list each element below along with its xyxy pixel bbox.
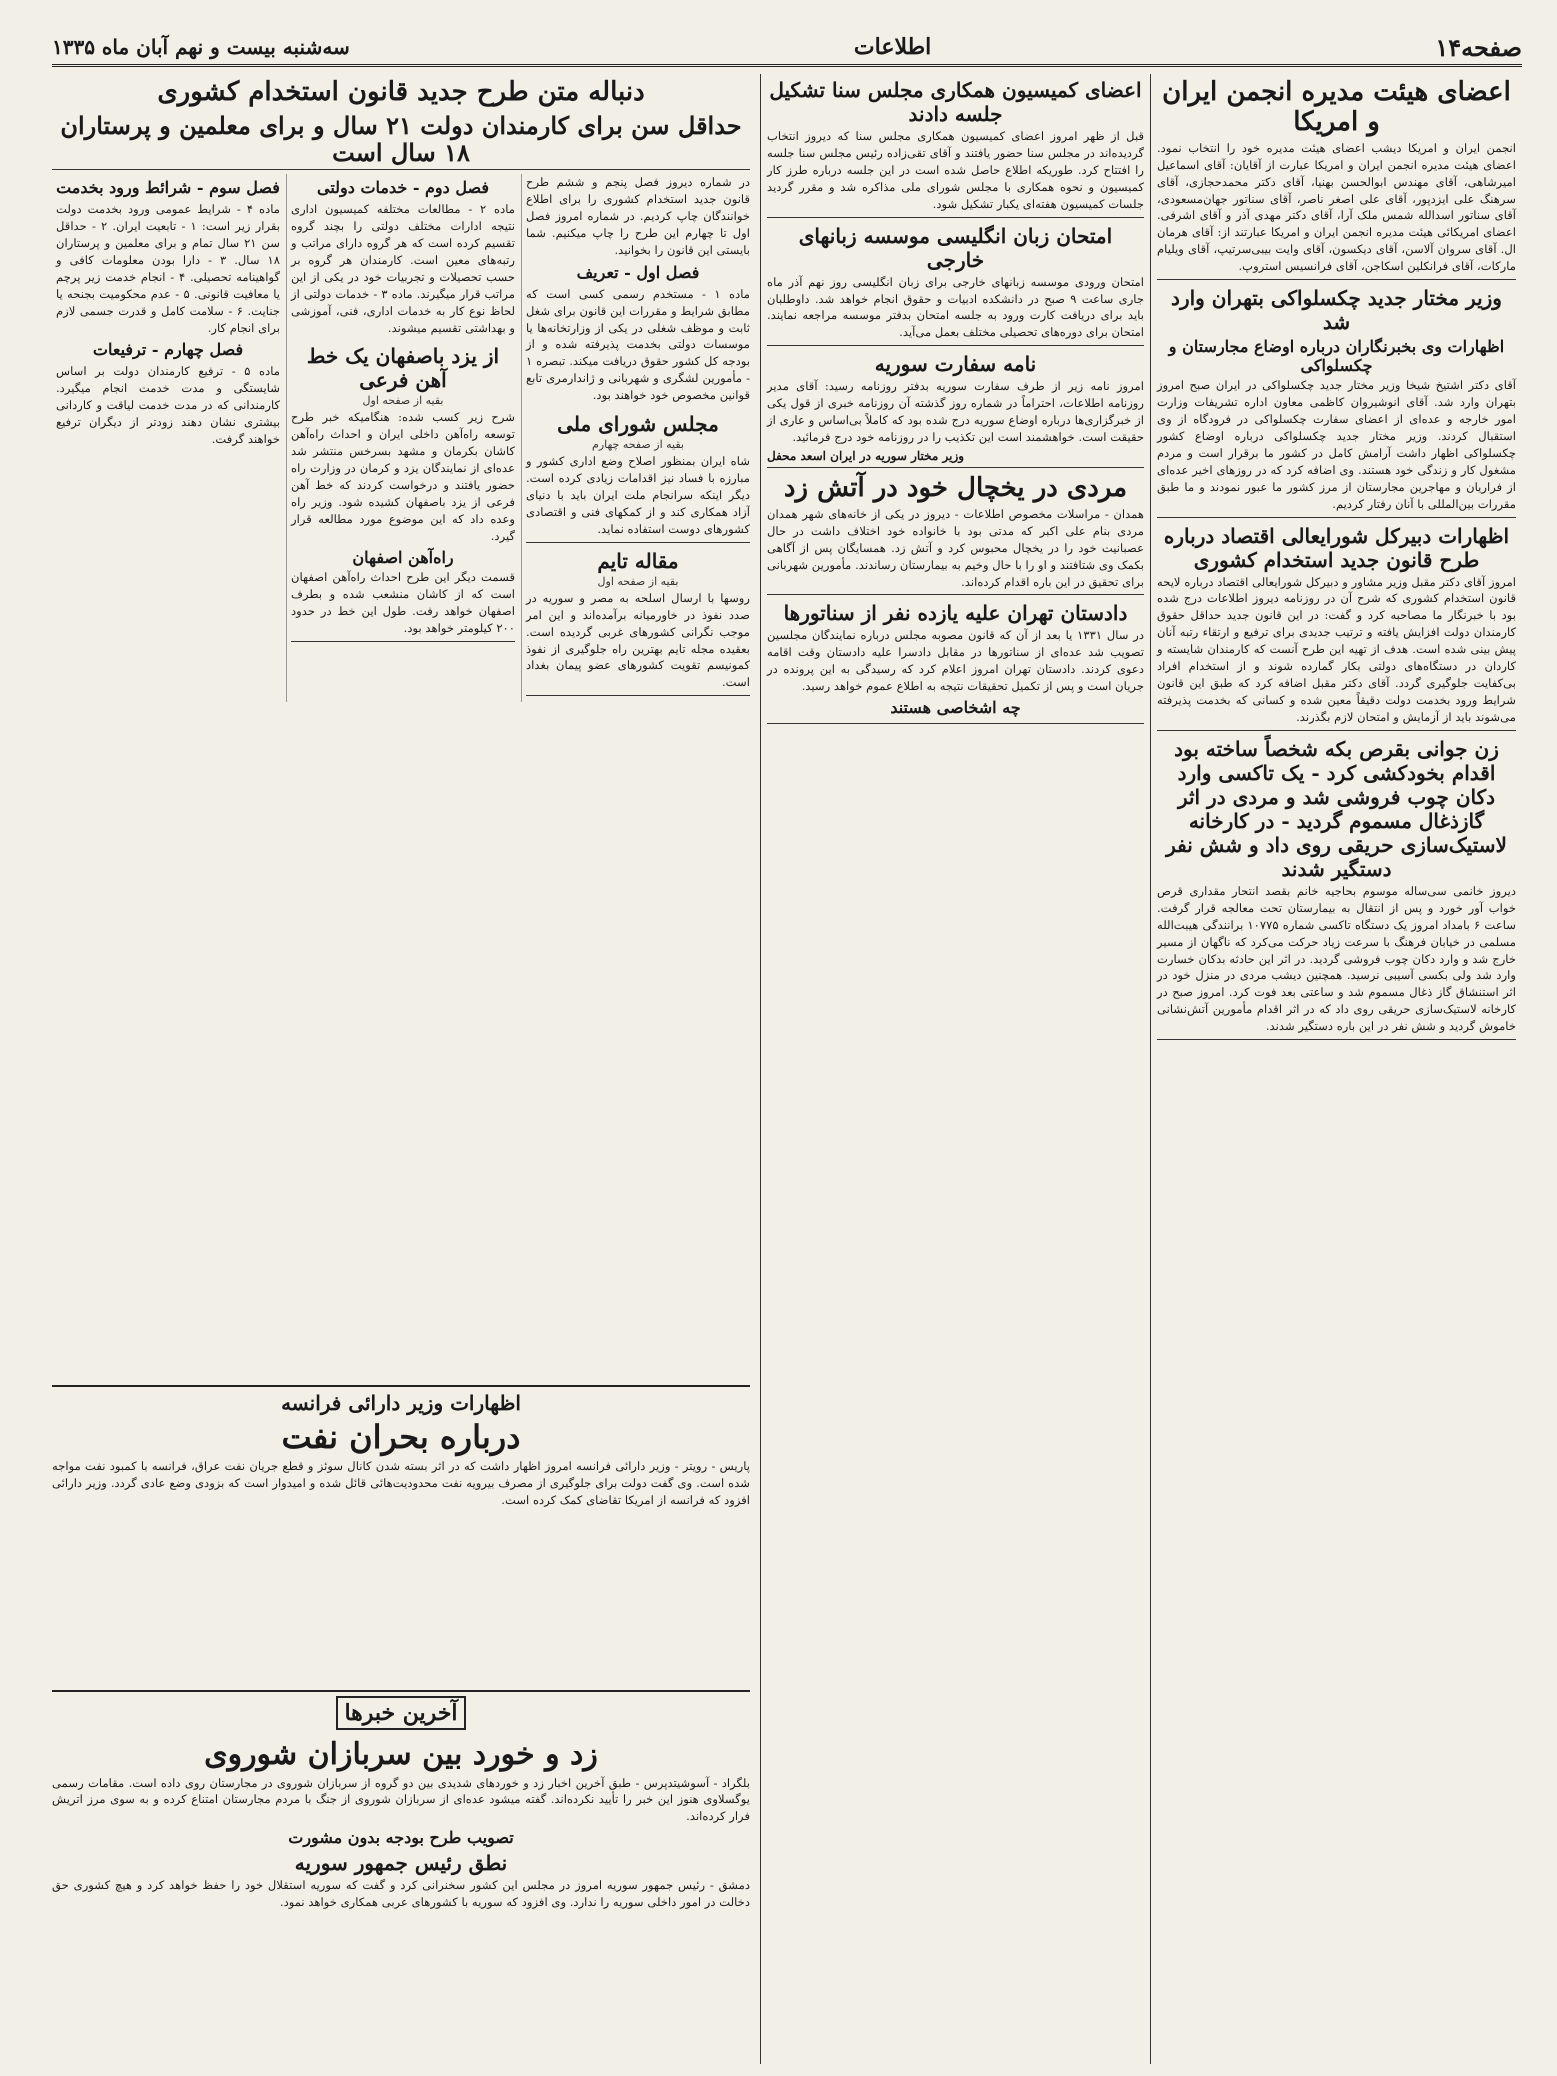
article-parliament <box>526 412 750 543</box>
latest-news-label: آخرین خبرها <box>336 1696 465 1730</box>
continuation-note: بقیه از صفحه اول <box>362 394 444 408</box>
headline: از یزد باصفهان یک خط آهن فرعی <box>306 344 500 393</box>
article-body: قسمت دیگر این طرح احداث راه‌آهن اصفهان است که از کاشان منشعب شده و بطرف اصفهان خواهد رفت. طول این خط در حدود ۲۰۰ کیلومتر خواهد بود. <box>291 569 515 635</box>
subheadline: راه‌آهن اصفهان <box>352 547 454 567</box>
article-body: آقای دکتر اشتیخ شیخا وزیر مختار جدید چکسلواکی در ایران صبح امروز بتهران وارد شد. آقای انوشیروان کاظمی معاون اداره تشریفات وزارت امور خارجه و عده‌ای از اعضای سفارت چکسلواکی در فرودگاه از وی استقبال کردند. وزیر مختار جدید چکسلواکی درباره اوضاع کشور چکسلواکی اظهار داشت آرامش کامل در کشور ما برقرار است و مردم مشغول کار و زندگی خود هستند. وی اضافه کرد که در روزهای اخیر عده‌ای از فراریان و مهاجرین مجارستان از مرز کشور ما عبور نمودند و ما طبق مقررات بین‌المللی با آنان رفتار کردیم. <box>1157 378 1516 511</box>
article-body: در سال ۱۳۳۱ یا بعد از آن که قانون مصوبه مجلس درباره نمایندگان مجلسین تصویب شد عده‌ای از سناتورها در مقابل دادسرا علیه دادستان وقت اقامه دعوی کردند. دادستان تهران امروز اعلام کرد که رسیدگی به این پرونده در جریان است و پس از تکمیل تحقیقات نتیجه به اطلاع عموم خواهد رسید. <box>767 628 1144 694</box>
headline: زن جوانی بقرص بکه شخصاً ساخته بود اقدام بخودکشی کرد - یک تاکسی وارد دکان چوب فروشی شد و مردی در اثر گازذغال مسموم گردید - در کارخانه لاستیک‌سازی حریقی روی داد و شش نفر دستگیر شدند <box>1166 736 1507 881</box>
article-english-exam <box>767 224 1144 347</box>
article-body: امروز نامه زیر از طرف سفارت سوریه بدفتر روزنامه رسید: آقای مدیر روزنامه اطلاعات، احتراماً در شماره روز گذشته آن روزنامه خبری از قول یکی از خبرگزاری‌ها درباره اوضاع سوریه درج شده بود که کاملاً بی‌اساس و عاری از حقیقت است. خواهشمند است این تکذیب را در روزنامه خود درج فرمائید. <box>767 379 1144 445</box>
article-czech-minister <box>1157 286 1516 517</box>
article-body: پاریس - رویتر - وزیر دارائی فرانسه امروز اظهار داشت که در اثر بسته شدن کانال سوئز و قطع جریان نفت عراق، فرانسه با کمبود نفت مواجه شده است. وی گفت دولت برای جلوگیری از مصرف بیرویه نفت محدودیت‌هائی قائل شده و امیدوار است که بزودی وضع عادی گردد. وزیر دارائی افزود که فرانسه از امریکا تقاضای کمک کرده است. <box>52 1458 750 1507</box>
article-body: همدان - مراسلات مخصوص اطلاعات - دیروز در یکی از خانه‌های شهر همدان مردی بنام علی اکبر که مدتی بود با خانواده خود اختلاف داشت در حال عصبانیت خود را در یخچال محبوس کرد و آتش زد. همسایگان پس از آگاهی بکمک وی شتافتند و او را با حال وخیم به بیمارستان رساندند. مأمورین شهربانی برای تحقیق در این باره اقدام کرده‌اند. <box>767 506 1144 589</box>
article-body: دمشق - رئیس جمهور سوریه امروز در مجلس این کشور سخنرانی کرد و گفت که سوریه استقلال خود را حفظ خواهد کرد و هیچ کشوری حق دخالت در امور داخلی سوریه را ندارد. وی افزود که سوریه با کشورهای عربی همکاری خواهد نمود. <box>52 1878 750 1910</box>
article-prosecutor-senators <box>767 601 1144 724</box>
law-subcolumns <box>52 169 750 702</box>
headline: مقاله تایم <box>597 548 679 573</box>
article-body: انجمن ایران و امریکا دیشب اعضای هیئت مدیره خود را انتخاب نمود. اعضای هیئت مدیره انجمن ایران و امریکا عبارت از آقایان: آقای اسماعیل امیرشاهی، آقای مهندس ابوالحسن بهنیا، آقای دکتر محمدحجازی، آقای سرهنگ علی ایزدپور، آقای علی اصغر ناصر، آقای سناتور جهان‌مسعودی، آقای سناتور اسدالله شمس ملک آرا، آقای دکتر مهدی آذر و آقای اشرفی. اعضای امریکائی هیئت مدیره انجمن ایران و امریکا عبارتند از: آقای هرمان ال. آقای سروان آلاسن، آقای دیکسون، آقای وایت بیبی‌سرتیپ، آقای ویلیام مارکات، آقای فرانکلین اسکاجن، آقای فرانسیس استروپ. <box>1157 140 1516 274</box>
subheadline: چه اشخاصی هستند <box>890 698 1021 718</box>
subheadline: حداقل سن برای کارمندان دولت ۲۱ سال و برای معلمین و پرستاران ۱۸ سال است <box>60 110 742 168</box>
headline: نامه سفارت سوریه <box>874 352 1037 377</box>
masthead <box>52 30 1522 67</box>
article-refrigerator-fire <box>767 474 1144 596</box>
article-times <box>526 549 750 697</box>
article-body: بلگراد - آسوشیتدپرس - طبق آخرین اخبار زد و خوردهای شدیدی بین دو گروه از سربازان شوروی در مجارستان روی داده است. مقامات رسمی یوگسلاوی هنوز این خبر را تأیید نکرده‌اند. گفته میشود عده‌ای از سربازان شوروی از جنگ با مردم مجارستان امتناع کرده و به سوی مرز اتریش فرار کرده‌اند. <box>52 1775 750 1824</box>
issue-date: سه‌شنبه بیست و نهم آبان ماه ۱۳۳۵ <box>52 35 350 59</box>
article-body: امتحان ورودی موسسه زبانهای خارجی برای زبان انگلیسی روز نهم آذر ماه جاری ساعت ۹ صبح در دانشکده ادبیات و حقوق انجام خواهد شد. داوطلبان باید برای دریافت کارت ورود به جلسه امتحان بدفتر موسسه مراجعه نمایند. امتحان برای دوره‌های تحصیلی مختلف بعمل می‌آید. <box>767 274 1144 340</box>
headline: وزیر مختار جدید چکسلواکی بتهران وارد شد <box>1171 286 1502 335</box>
article-body: شاه ایران بمنظور اصلاح وضع اداری کشور و مبارزه با فساد نیز اقدامات زیادی کرده است. دیگر اینکه سرانجام ملت ایران باید با دنیای آزاد همکاری کند و از کمکهای فنی و اقتصادی کشورهای دوست استفاده نماید. <box>526 454 750 536</box>
column-2 <box>760 74 1150 2064</box>
section-text: ماده ۱ - مستخدم رسمی کسی است که مطابق شرایط و مقررات این قانون برای شغل ثابت و موظف شغلی در یکی از وزارتخانه‌ها یا موسسات دولتی بخدمت پذیرفته شده و از بودجه کل کشور حقوق دریافت میکند. تبصره ۱ - مأمورین لشگری و شهربانی و ژاندارمری تابع قوانین مخصوص خود خواهند بود. <box>526 286 750 403</box>
column-1 <box>1150 74 1522 2064</box>
continuation-note: بقیه از صفحه چهارم <box>592 438 684 452</box>
subheadline: تصویب طرح بودجه بدون مشورت <box>288 1828 514 1848</box>
article-economic-council <box>1157 524 1516 731</box>
headline-main: درباره بحران نفت <box>281 1418 521 1456</box>
article-body: امروز آقای دکتر مقبل وزیر مشاور و دبیرکل شورایعالی اقتصاد درباره لایحه قانون استخدام کشوری که شرح آن در روزنامه دیروز اطلاعات درج شده بود با خبرنگار ما مصاحبه کرد و گفت: در این قانون جدید حداقل حقوق کارمندان دولت افزایش یافته و ترتیب جدیدی برای ترفیع و ارتقاء رتبه آنان پیش بینی شده است. هدف از تهیه این طرح آنست که کارمندان شایسته و کاردان در دستگاه‌های دولتی بکار گمارده شوند و از استخدام افراد بی‌کفایت جلوگیری گردد. آقای دکتر مقبل اضافه کرد که طبق این قانون شرایط ورود بخدمت دولت دقیقاً معین شده و کسانی که بخدمت پذیرفته می‌شوند باید از آزمایش و امتحان لازم بگذرند. <box>1157 574 1516 724</box>
section-text: ماده ۵ - ترفیع کارمندان دولت بر اساس شایستگی و مدت خدمت انجام میگیرد. کارمندانی که در مدت خدمت لیاقت و کاردانی بیشتری نشان دهند زودتر از دیگران ترفیع خواهند گرفت. <box>56 364 280 447</box>
headline: اعضای هیئت مدیره انجمن ایران و امریکا <box>1162 77 1511 137</box>
subheadline: اظهارات وی بخبرنگاران درباره اوضاع مجارستان و چکسلواکی <box>1168 337 1505 376</box>
paper-name: اطلاعات <box>853 34 932 60</box>
employment-law-section <box>52 74 750 1379</box>
law-col-c <box>52 174 280 702</box>
article-railway <box>291 344 515 641</box>
section-text: ماده ۲ - مطالعات مختلفه کمیسیون اداری نتیجه ادارات مختلف دولتی را بچند گروه تقسیم کرده است که هر گروه دارای مراتب و رتبه‌های معین است. کارمندان هر گروه بر حسب تحصیلات و تجربیات خود در یکی از این مراتب قرار میگیرند. ماده ۳ - خدمات دولتی از لحاظ نوع کار به خدمات اداری، فنی، آموزشی و بهداشتی تقسیم میشوند. <box>291 202 515 335</box>
section-heading: فصل سوم - شرائط ورود بخدمت <box>56 178 280 198</box>
article-body: دیروز خانمی سی‌ساله موسوم بحاجیه خانم بقصد انتحار مقداری قرص خواب آور خورد و پس از انتقال به بیمارستان تحت معالجه قرار گرفت. ساعت ۶ بامداد امروز یک دستگاه تاکسی شماره ۱۰۷۷۵ برانندگی هیبت‌الله مسلمی در خیابان فرهنگ با سرعت زیاد حرکت می‌کرد که ناگهان از مسیر خارج شد و وارد دکان چوب فروشی گردید. در اثر این حادثه بدکان خسارت وارد شد ولی بکسی آسیبی نرسید. همچنین دیشب مردی در منزل خود در اثر استنشاق گاز ذغال مسموم شد و ساعتی بعد فوت کرد. امروز صبح در کارخانه لاستیک‌سازی حریقی روی داد که در اثر اقدام مأمورین آتش‌نشانی خاموش گردید و شش نفر در این باره دستگیر شدند. <box>1157 883 1516 1034</box>
signature: وزیر مختار سوریه در ایران اسعد محفل <box>767 448 965 463</box>
article-body: شرح زیر کسب شده: هنگامیکه خبر طرح توسعه راه‌آهن داخلی ایران و احداث راه‌آهن کاشان بکرمان و مشهد بسرخس منتشر شد عده‌ای از نمایندگان یزد و کرمان در وزارت راه حضور یافتند و درخواست کردند که خط آهن فرعی از یزد باصفهان کشیده شود. وزیر راه وعده داد که این موضوع مورد مطالعه قرار گیرد. <box>291 410 515 543</box>
headline: اعضای کمیسیون همکاری مجلس سنا تشکیل جلسه دادند <box>769 78 1142 126</box>
law-col-a <box>521 174 750 702</box>
section-heading: فصل چهارم - ترفیعات <box>92 340 244 360</box>
article-senate-committee <box>767 78 1144 218</box>
article-body: روسها با ارسال اسلحه به مصر و سوریه در صدد نفوذ در خاورمیانه برآمده‌اند و این امر موجب نگرانی کشورهای غربی گردیده است. بعقیده مجله تایم بهترین راه جلوگیری از نفوذ کمونیسم تقویت کشورهای عضو پیمان بغداد است. <box>526 590 750 690</box>
section-heading: فصل دوم - خدمات دولتی <box>316 178 489 198</box>
headline: اظهارات دبیرکل شورایعالی اقتصاد درباره طرح قانون جدید استخدام کشوری <box>1163 523 1510 572</box>
headline: اظهارات وزیر دارائی فرانسه <box>281 1391 521 1415</box>
latest-news <box>52 1690 750 2066</box>
page-number: صفحه۱۴ <box>1435 32 1522 62</box>
headline: مجلس شورای ملی <box>557 412 719 437</box>
headline: نطق رئیس جمهور سوریه <box>294 1851 508 1876</box>
law-col-b <box>286 174 515 702</box>
headline: زد و خورد بین سربازان شوروی <box>204 1737 598 1772</box>
continuation-note: بقیه از صفحه اول <box>597 574 679 588</box>
section-text: ماده ۴ - شرایط عمومی ورود بخدمت دولت بقرار زیر است: ۱ - تابعیت ایران. ۲ - حداقل سن ۲۱ سال تمام و برای معلمین و پرستاران ۱۸ سال. ۳ - دارا بودن معلومات کافی و گواهینامه تحصیلی. ۴ - انجام خدمت زیر پرچم یا معافیت قانونی. ۵ - عدم محکومیت بجنحه یا جنایت. ۶ - سلامت کامل و قدرت جسمی لازم برای انجام کار. <box>56 202 281 335</box>
article-syria-letter <box>767 352 1144 468</box>
section-heading: فصل اول - تعریف <box>576 262 700 282</box>
headline: دادستان تهران علیه یازده نفر از سناتورها <box>783 601 1128 626</box>
article-iran-america-society <box>1157 78 1516 280</box>
intro-text: در شماره دیروز فصل پنجم و ششم طرح قانون جدید استخدام کشوری را برای اطلاع خوانندگان چاپ کردیم. در شماره امروز فصل اول تا چهارم این طرح را چاپ میکنیم. شما بایستی این قانون را بخوانید. <box>526 175 750 257</box>
article-france-oil <box>52 1385 750 1687</box>
headline: دنباله متن طرح جدید قانون استخدام کشوری <box>157 77 645 107</box>
article-body: قبل از ظهر امروز اعضای کمیسیون همکاری مجلس سنا که دیروز انتخاب گردیده‌اند در مجلس سنا حضور یافتند و آقای تقی‌زاده رئیس مجلس سنا جلسه را افتتاح کرد. طوریکه اطلاع حاصل شده است در این جلسه درباره طرز کار کمیسیون و نحوه همکاری با مجلس شورای ملی مذاکره شد و مقرر گردید جلسات کمیسیون هفته‌ای یکبار تشکیل شود. <box>767 129 1144 211</box>
headline: مردی در یخچال خود در آتش زد <box>783 472 1128 503</box>
headline: امتحان زبان انگلیسی موسسه زبانهای خارجی <box>798 223 1113 272</box>
article-suicide-incidents <box>1157 737 1516 1040</box>
